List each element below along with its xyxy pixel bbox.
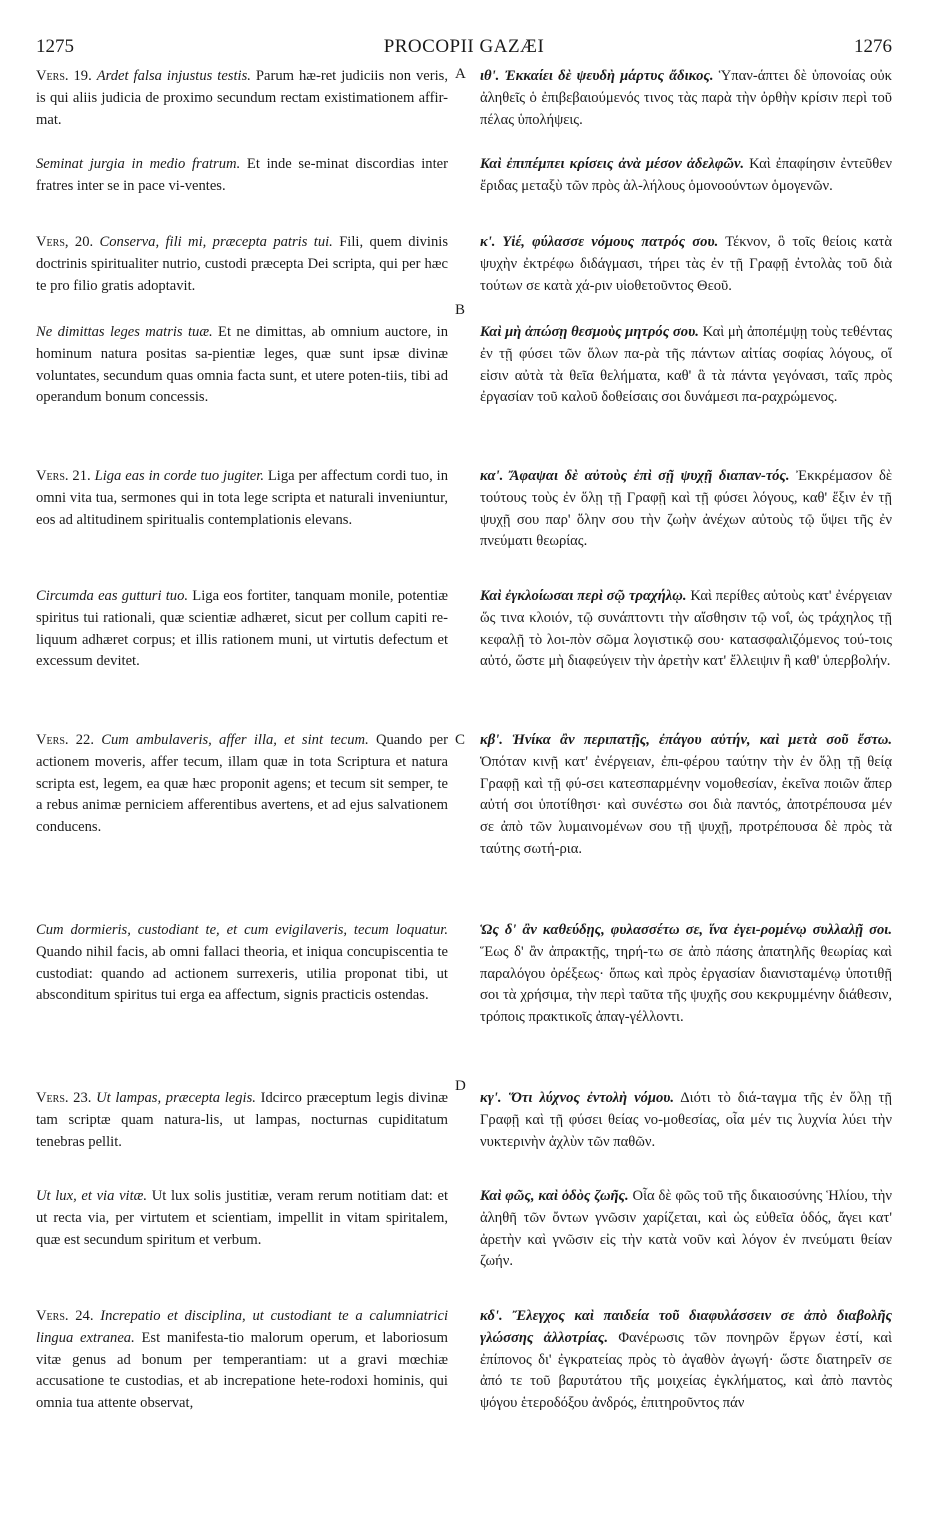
running-title: PROCOPII GAZÆI [383, 36, 545, 57]
commentary-text: Ut lux solis justitiæ, veram rerum notitiam dat: et ut recta via, per virtutem et scientiam, impellit in vitam spiritalem, quæ est secundum spiritum et verbum. [36, 1188, 448, 1248]
latin-paragraph [36, 730, 448, 839]
commentary-text: Est manifesta-tio malorum operum, et laboriosum vitæ genus ad bonum per temperantiam: ut a gravi mœchiæ accusatione te custodias, et ab increpatione hete-rodoxi hominis, qui omnia tua attente observat, [36, 1329, 448, 1412]
scripture-lemma: κβ'. Ἡνίκα ἂν περιπατῇς, ἐπάγου αὐτήν, καὶ μετὰ σοῦ ἔστω. [480, 732, 892, 748]
verse-number: Vers. 24. [36, 1308, 94, 1324]
latin-paragraph [36, 466, 448, 531]
scripture-lemma: Καὶ ἐγκλοίωσαι περὶ σῷ τραχήλῳ. [480, 588, 687, 604]
running-header [36, 36, 892, 62]
verse-number: Vers, 20. [36, 234, 94, 250]
greek-paragraph [480, 232, 892, 297]
greek-paragraph [480, 920, 892, 1029]
verse-number: Vers. 19. [36, 68, 92, 84]
scripture-lemma: Increpatio et disciplina, ut custodiant te a calumniatrici lingua extranea. [36, 1308, 448, 1346]
scripture-lemma: Καὶ φῶς, καὶ ὁδὸς ζωῆς. [480, 1188, 629, 1204]
margin-marker-b: B [455, 302, 466, 318]
latin-paragraph [36, 586, 448, 673]
verse-number: Vers. 23. [36, 1090, 92, 1106]
greek-paragraph [480, 730, 892, 861]
latin-paragraph [36, 154, 448, 198]
commentary-text: Liga eos fortiter, tanquam monile, potentiæ spiritus tui rationali, quæ scientiæ adhæret, sicut per collum capiti re-liquum adhæret corpus; et illis rationem muni, ut virtutis defectum et excessum devitet. [36, 588, 449, 670]
commentary-text: Οἷα δὲ φῶς τοῦ τῆς δικαιοσύνης Ἡλίου, τὴν ἀληθῆ τῶν ὄντων γνῶσιν χαρίζεται, καὶ ὡς εὐθεῖα ὁδός, ἄγει κατ' ἀρετὴν καὶ γνῶσιν εἰς τὴν κατὰ νοῦν καὶ λόγον ἐν πνεύματι θείαν ζωήν. [480, 1188, 892, 1270]
scripture-lemma: Ardet falsa injustus testis. [96, 68, 251, 84]
commentary-text: Ἕως δ' ἂν ἀπρακτῇς, τηρή-τω σε ἀπὸ πάσης ἀπατηλῆς θεωρίας καὶ παραλόγου ὀρέξεως· ὅπως καὶ πρὸς ἐργασίαν διανισταμένῳ ὑποτιθῇ σοι τὰ χρήσιμα, τὴν περὶ ταῦτα τῆς ψυχῆς σου κεκρυμμένην διάθεσιν, τρόποις πρακτικοῖς ἀπαγ-γέλλοντι. [480, 943, 892, 1026]
greek-paragraph [480, 466, 892, 553]
latin-paragraph [36, 1306, 448, 1415]
greek-paragraph [480, 1088, 892, 1153]
commentary-text: Parum hæ-ret judiciis non veris, is qui aliis judicia de proximo secundum rectam existimationem affir-mat. [36, 68, 448, 128]
scripture-lemma: κδ'. Ἔλεγχος καὶ παιδεία τοῦ διαφυλάσσειν σε ἀπὸ διαβολῆς γλώσσης ἀλλοτρίας. [480, 1308, 892, 1346]
latin-paragraph [36, 66, 448, 131]
scripture-lemma: ιθ'. Ἐκκαίει δὲ ψευδὴ μάρτυς ἄδικος. [480, 68, 714, 84]
scripture-lemma: Liga eas in corde tuo jugiter. [94, 468, 264, 484]
latin-paragraph [36, 322, 448, 409]
latin-paragraph [36, 1186, 448, 1251]
scripture-lemma: κγ'. Ὅτι λύχνος ἐντολὴ νόμου. [480, 1090, 675, 1106]
scripture-lemma: Καὶ ἐπιπέμπει κρίσεις ἀνὰ μέσον ἀδελφῶν. [480, 156, 745, 172]
scripture-lemma: κα'. Ἄφαψαι δὲ αὐτοὺς ἐπὶ σῇ ψυχῇ διαπαν-τός. [480, 468, 790, 484]
greek-paragraph [480, 66, 892, 131]
latin-paragraph [36, 920, 448, 1007]
scripture-lemma: Καὶ μὴ ἀπώσῃ θεσμοὺς μητρός σου. [480, 324, 699, 340]
greek-paragraph [480, 154, 892, 198]
margin-marker-a: A [455, 66, 466, 82]
commentary-text: Fili, quem divinis doctrinis spiritualiter nutrio, custodi præcepta Dei scripta, qui per hæc te pro filio gratis adoptavit. [36, 234, 449, 294]
scripture-lemma: Ut lampas, præcepta legis. [96, 1090, 256, 1106]
greek-paragraph [480, 1186, 892, 1273]
commentary-text: Ὑπαν-άπτει δὲ ὑπονοίας οὐκ ἀληθεῖς ὁ ἐπιβεβαιούμενός τινος τὰς παρὰ τὴν ὀρθὴν κρίσιν περὶ τοῦ πέλας ὑπολήψεις. [480, 68, 892, 128]
scripture-lemma: κ'. Υἱέ, φύλασσε νόμους πατρός σου. [480, 234, 719, 250]
greek-paragraph [480, 1306, 892, 1415]
scripture-lemma: Ne dimittas leges matris tuæ. [36, 324, 213, 340]
scripture-lemma: Seminat jurgia in medio fratrum. [36, 156, 241, 172]
page-number-right: 1276 [854, 36, 892, 57]
scripture-lemma: Ut lux, et via vitæ. [36, 1188, 148, 1204]
commentary-text: Καὶ περίθες αὐτοὺς κατ' ἐνέργειαν ὥς τινα κλοιόν, τῷ συνάπτοντι τὴν αἴσθησιν τῷ νοΐ, ὡς τράχηλος τῇ κεφαλῇ τὸ λοι-πὸν σῶμα λογιστικῷ σου· κατασφαλιζόμενος τού-τοις αὐτό, ὥστε μὴ διαφεύγειν τὴν ἀρετὴν κατ' ἔλλειψιν ἢ καθ' ὑπερβολήν. [480, 588, 892, 670]
verse-number: Vers. 21. [36, 468, 91, 484]
scripture-lemma: Cum ambulaveris, affer illa, et sint tecum. [101, 732, 369, 748]
commentary-text: Καὶ ἐπαφίησιν ἐντεῦθεν ἔριδας μεταξὺ τῶν πρὸς ἀλ-λήλους ὁμονοούντων ὁμογενῶν. [480, 156, 892, 194]
commentary-text: Καὶ μὴ ἀποπέμψῃ τοὺς τεθέντας ἐν τῇ φύσει τῶν ὅλων πα-ρὰ τῆς πάντων αἰτίας σοφίας λόγους, οἵ εἰσιν αὐτὰ τὰ θεῖα θελήματα, καθ' ἃ τὰ πάντα γεγόνασι, ταῖς πρὸς ἐργασίαν τοῦ καλοῦ δοθείσαις σοι δυνάμεσι πα-ραχρώμενος. [480, 324, 892, 406]
greek-paragraph [480, 322, 892, 409]
commentary-text: Idcirco præceptum legis divinæ tam scriptæ quam natura-lis, ut lampas, nocturnas cupiditatum tenebras pellit. [36, 1090, 448, 1150]
commentary-text: Ἐκκρέμασον δὲ τούτους τοὺς ἐν ὅλῃ τῇ Γραφῇ καὶ τῇ φύσει λόγους, καθ' ἕξιν ἐν τῇ ψυχῇ σου παρ' ὅλην σου τὴν ζωὴν ἀνέχων αὐτοὺς τῷ ὕψει τῆς ἐν πνεύματι θεωρίας. [480, 468, 892, 550]
commentary-text: Διότι τὸ διά-ταγμα τῆς ἐν ὅλῃ τῇ Γραφῇ καὶ τῇ φύσει θείας νο-μοθεσίας, οἷα μέν τις λυχνία λύει τὴν νυκτερινὴν ἀχλὺν τῶν παθῶν. [480, 1090, 892, 1150]
latin-paragraph [36, 1088, 448, 1153]
greek-paragraph [480, 586, 892, 673]
margin-marker-d: D [455, 1078, 466, 1094]
commentary-text: Quando per actionem moveris, affer tecum, illam quæ in tota Scriptura et natura scripta est, legem, ea quæ hæc proponit agens; et tecum sit semper, te a rebus animæ perniciem afferentibus avertens, et ad ejus salvationem conducens. [36, 732, 449, 836]
margin-marker-c: C [455, 732, 466, 748]
commentary-text: Τέκνον, ὃ τοῖς θείοις κατὰ ψυχὴν ἐκτρέφω διδάγμασι, τήρει τὰς ἐν τῇ Γραφῇ ἐντολὰς τοῦ διὰ τούτων σε κατὰ χά-ριν υἱοθετοῦντος Θεοῦ. [480, 234, 892, 294]
commentary-text: Et inde se-minat discordias inter fratres inter se in pace vi-ventes. [36, 156, 448, 194]
scripture-lemma: Circumda eas gutturi tuo. [36, 588, 189, 604]
commentary-text: Et ne dimittas, ab omnium auctore, in hominum natura positas sa-pientiæ leges, quæ sunt ipsæ divinæ voluntates, secundum quas omnia facta sunt, et utere poten-tiis, tibi ad operandum bonum concessis. [36, 324, 448, 406]
latin-paragraph [36, 232, 448, 297]
scripture-lemma: Ὡς δ' ἂν καθεύδῃς, φυλασσέτω σε, ἵνα ἐγει-ρομένῳ συλλαλῇ σοι. [480, 922, 892, 938]
page-number-left: 1275 [36, 36, 74, 57]
commentary-text: Φανέρωσις τῶν πονηρῶν ἔργων ἐστί, καὶ ἐπίπονος δι' ἐγκρατείας πρὸς τὸ ἀγαθὸν ἀγωγή· ὥστε διατηρεῖν σε ἀπό τε τοῦ βαρυτάτου τῆς μοιχείας ἐγκλήματος, καὶ ἀπὸ παντὸς ψόγου ἑτεροδόξου ἀνδρός, ἐπιτηροῦντος πάν [480, 1329, 893, 1412]
scripture-lemma: Conserva, fili mi, præcepta patris tui. [99, 234, 333, 250]
commentary-text: Ὁπόταν κινῇ κατ' ἐνέργειαν, ἐπι-φέρου ταύτην τὴν ἐν ὅλῃ τῇ θείᾳ Γραφῇ καὶ τῇ φύ-σει κατεσπαρμένην νομοθεσίαν, ἐκεῖνα ποιῶν ἅπερ αὐτή σοι ὑποτίθησι· καὶ συνέστω σοι διὰ παντός, ἀποτρέπουσα μέν σε ἀπὸ τῶν λυμαινομένων σου τῇ ψυχῇ, προτρέπουσα δὲ πρὸς τὰ ταύτης σωτή-ρια. [480, 753, 892, 857]
verse-number: Vers. 22. [36, 732, 94, 748]
commentary-text: Quando nihil facis, ab omni fallaci theoria, et iniqua concupiscentia te custodiat: quando ad actionem surrexeris, utilia proponat tibi, ut absconditum spiritus tui erga ea affectum, signis practicis ostendas. [36, 943, 448, 1004]
commentary-text: Liga per affectum cordi tuo, in omni vita tua, sermones qui in tota lege scripta et naturali inveniuntur, eos ad altitudinem spiritualis contemplationis elevans. [36, 468, 448, 528]
scripture-lemma: Cum dormieris, custodiant te, et cum evigilaveris, tecum loquatur. [36, 922, 448, 938]
